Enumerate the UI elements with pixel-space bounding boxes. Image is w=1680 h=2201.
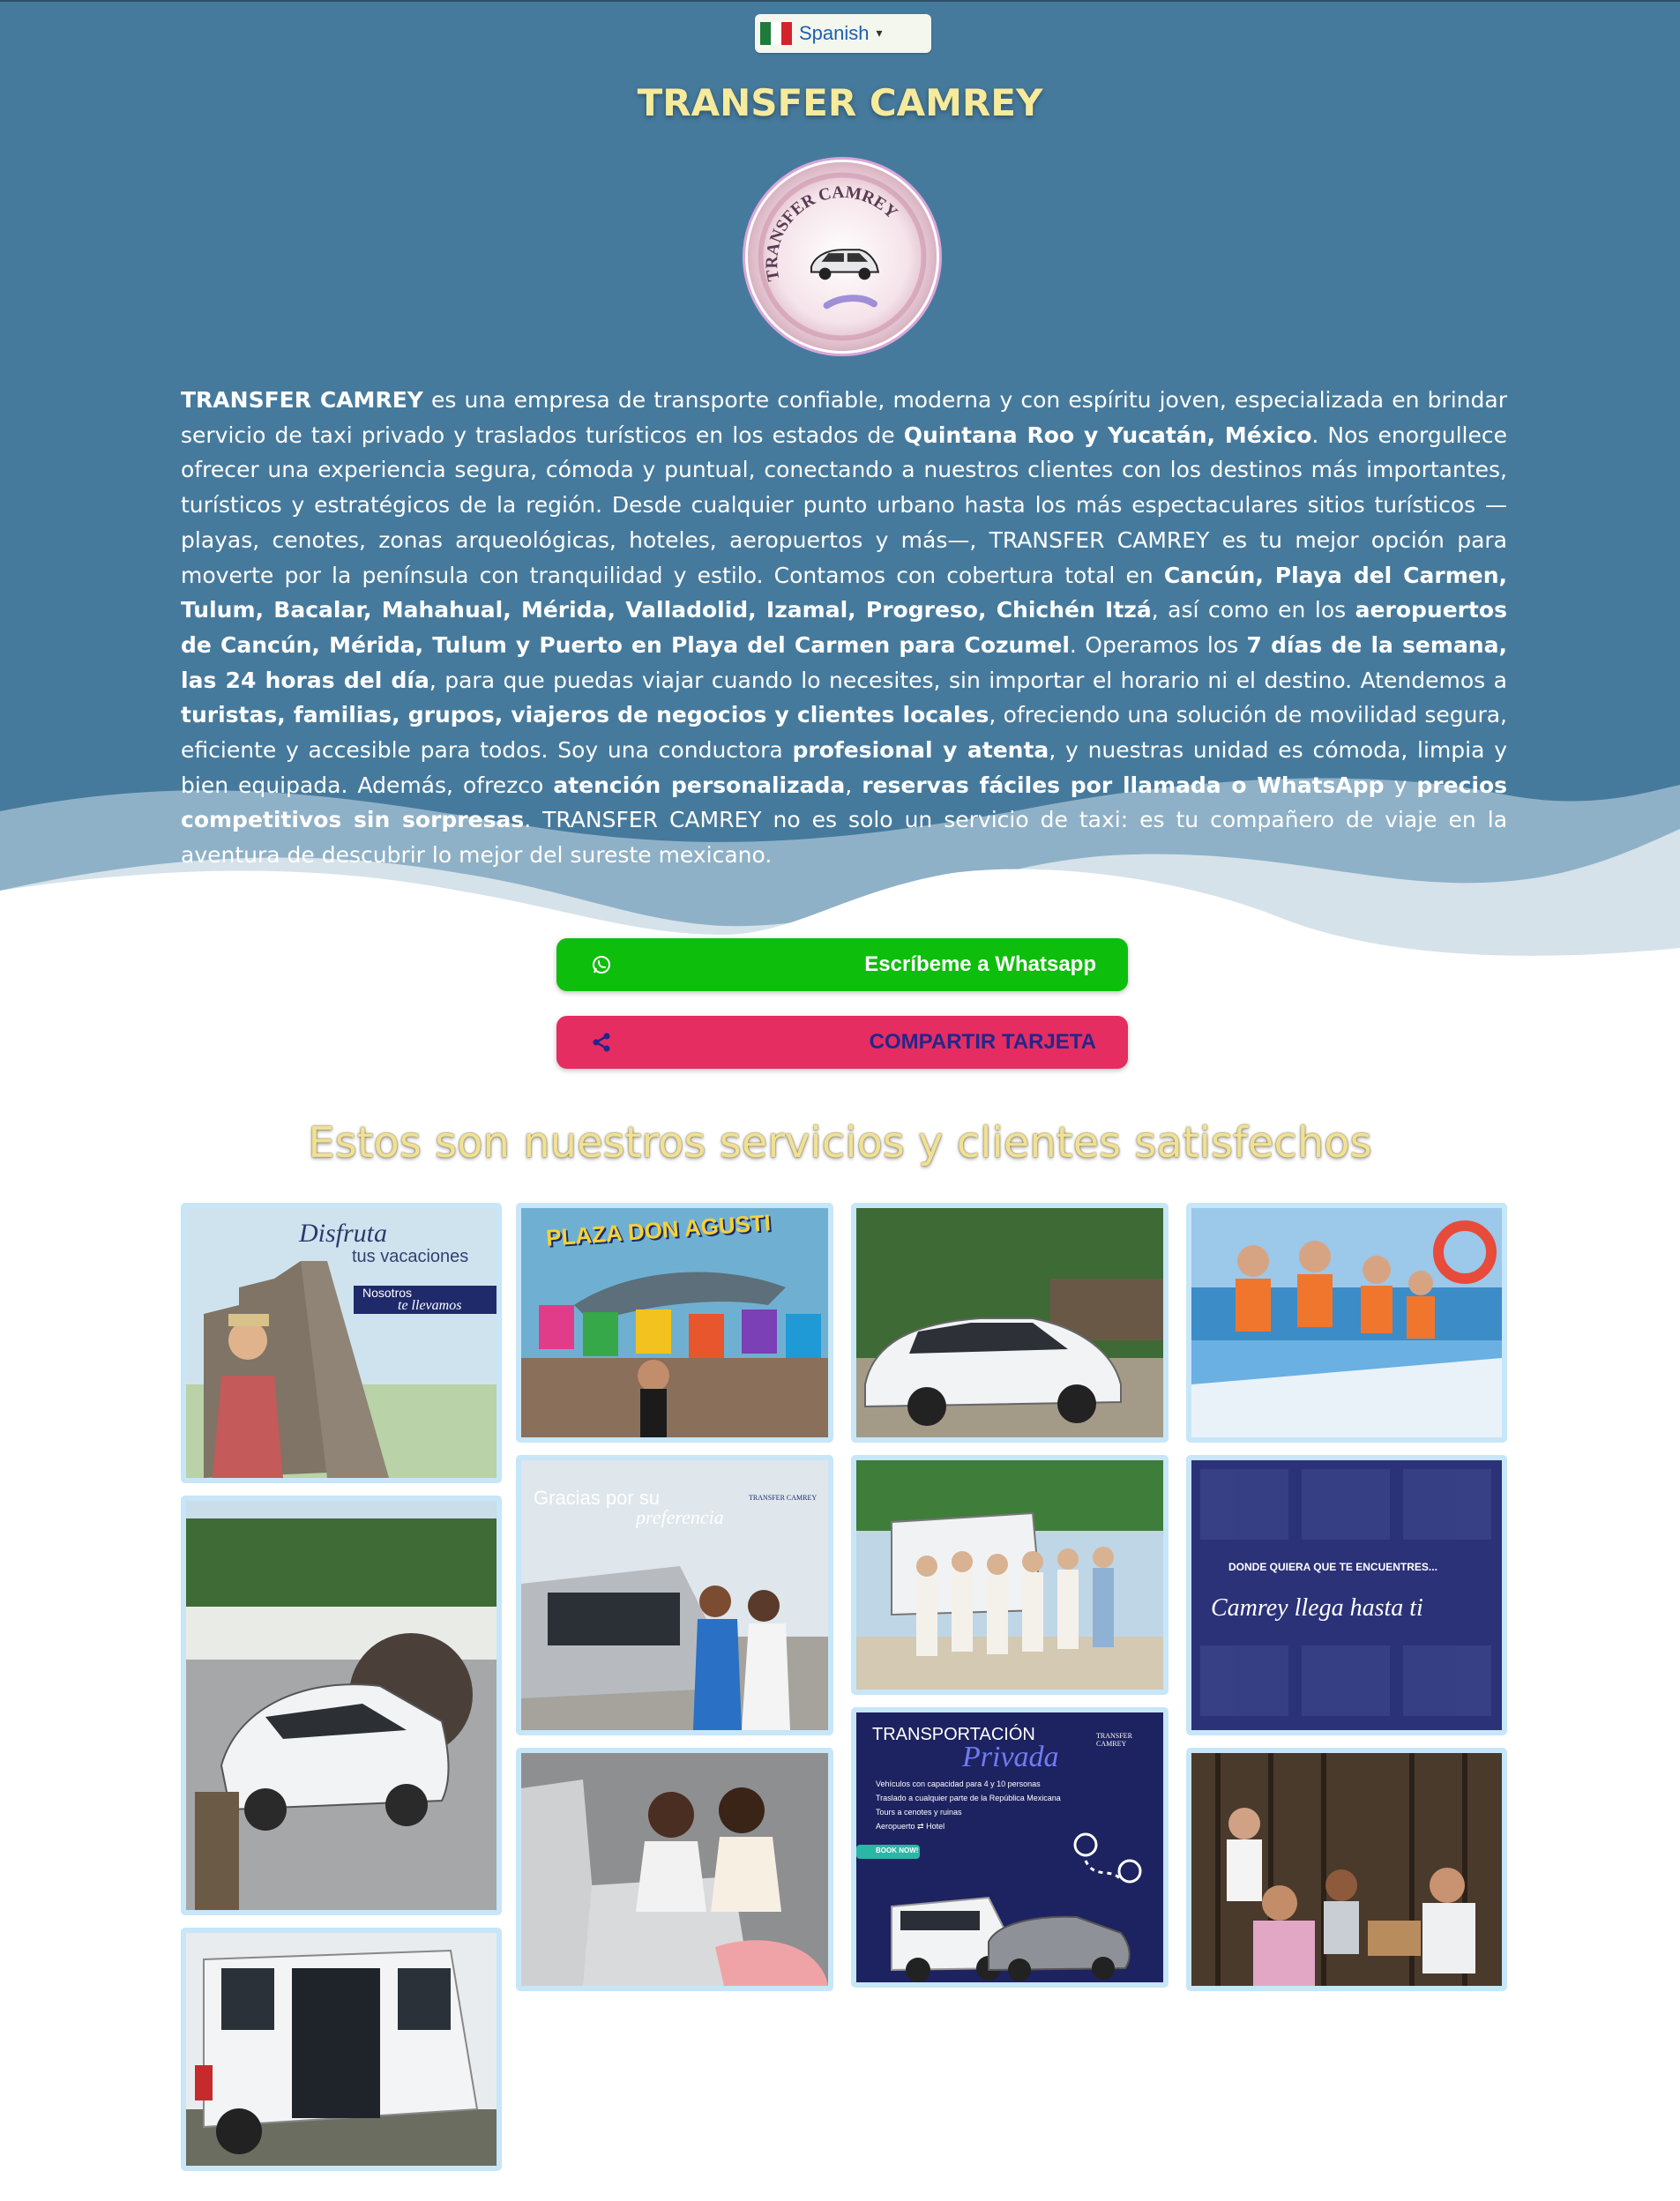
page-title: TRANSFER CAMREY xyxy=(637,81,1043,124)
description-text: . Operamos los xyxy=(1069,631,1247,658)
description-text: y xyxy=(1384,772,1417,798)
description-text: , así como en los xyxy=(1151,597,1355,623)
book-now-badge: BOOK NOW! xyxy=(876,1847,919,1854)
gallery-photo-boat-tour[interactable] xyxy=(1186,1203,1507,1443)
company-logo xyxy=(743,157,942,356)
description-highlight: 7 días de la semana, las 24 horas del día xyxy=(181,631,1507,693)
promo4-bullet-4: Aeropuerto ⇄ Hotel xyxy=(876,1822,945,1831)
promo-vacaciones-text: tus vacaciones xyxy=(352,1247,469,1266)
gallery-photo-white-sedan-parked[interactable] xyxy=(181,1496,502,1915)
preferencia-text: preferencia xyxy=(636,1506,724,1528)
description-highlight: Cancún, Playa del Carmen, Tulum, Bacalar, Mahahual, Mérida, Valladolid, Izamal, Progreso, Chichén Itzá xyxy=(181,562,1508,623)
promo4-bullet-1: Vehículos con capacidad para 4 y 10 personas xyxy=(876,1779,1041,1788)
gallery-photo-isla-mujeres-sign[interactable] xyxy=(516,1203,833,1443)
gallery-photo-group-by-van[interactable] xyxy=(851,1455,1169,1695)
description-text: , y nuestras unidad es cómoda, limpia y bien equipada. Además, ofrezco xyxy=(181,737,1507,798)
services-heading: Estos son nuestros servicios y clientes satisfechos xyxy=(308,1118,1372,1168)
gallery-photo-camrey-llega-promo[interactable] xyxy=(1186,1455,1507,1735)
promo-te-llevamos-text: te llevamos xyxy=(398,1298,462,1313)
privada-text: Privada xyxy=(962,1741,1059,1773)
whatsapp-button[interactable] xyxy=(556,938,1128,991)
share-card-button[interactable] xyxy=(556,1016,1128,1069)
description-text: , ofreciendo una solución de movilidad segura, eficiente y accesible para todos. Soy una conductora xyxy=(181,702,1507,764)
gallery-photo-clients-in-car[interactable] xyxy=(516,1748,833,1991)
description-highlight: aeropuertos de Cancún, Mérida, Tulum y Puerto en Playa del Carmen para Cozumel xyxy=(181,597,1507,658)
gracias-text: Gracias por su xyxy=(534,1487,661,1509)
description-highlight: atención personalizada xyxy=(553,772,846,798)
gallery-photo-local-tour[interactable] xyxy=(1186,1748,1507,1991)
logo-text: TRANSFER CAMREY xyxy=(763,183,901,283)
language-selector[interactable] xyxy=(755,14,931,53)
gallery-photo-chichen-itza-promo[interactable] xyxy=(181,1203,502,1483)
description-text: es una empresa de transporte confiable, moderna y con espíritu joven, especializada en brindar servicio de taxi privado y traslados turísticos en los estados de xyxy=(181,387,1507,448)
description-text: . TRANSFER CAMREY no es solo un servicio de taxi: es tu compañero de viaje en la aventura de descubrir lo mejor del sureste mexicano. xyxy=(181,807,1508,869)
promo4-bullet-3: Tours a cenotes y ruinas xyxy=(876,1808,962,1817)
share-button-label: COMPARTIR TARJETA xyxy=(869,1030,1096,1054)
promo-disfruta-text: Disfruta xyxy=(299,1219,388,1248)
promo4-brand-text: TRANSFER CAMREY xyxy=(1096,1732,1132,1748)
promo2-brand-text: TRANSFER CAMREY xyxy=(749,1494,818,1502)
camrey-llega-text: Camrey llega hasta ti xyxy=(1211,1594,1423,1622)
whatsapp-icon xyxy=(590,953,613,976)
description-highlight: profesional y atenta xyxy=(792,737,1049,764)
description-text: , para que puedas viajar cuando lo necesites, sin importar el horario ni el destino. Atendemos a xyxy=(429,667,1507,693)
company-description xyxy=(181,383,1507,873)
gallery-photo-client-trunk[interactable] xyxy=(516,1455,833,1735)
gallery-photo-white-sedan-road[interactable] xyxy=(851,1203,1169,1443)
description-highlight: TRANSFER CAMREY xyxy=(181,387,423,413)
transportacion-text: TRANSPORTACIÓN xyxy=(872,1725,1035,1744)
plaza-sign-text: PLAZA DON AGUSTI xyxy=(545,1209,772,1251)
gallery-photo-transportacion-privada-promo[interactable] xyxy=(851,1707,1169,1988)
promo4-bullet-2: Traslado a cualquier parte de la República Mexicana xyxy=(876,1794,1061,1802)
description-text: . Nos enorgullece ofrecer una experiencia segura, cómoda y puntual, conectando a nuestros clientes con los destinos más importantes, turísticos y estratégicos de la región. Desde cualquier punto urbano hasta los más espectaculares sitios turísticos —playas, cenotes, zonas arqueológicas, hoteles, aeropuertos y más—, TRANSFER CAMREY es tu mejor opción para moverte por la península con tranquilidad y estilo. Contamos con cobertura total en xyxy=(181,422,1507,588)
language-label: Spanish xyxy=(799,22,870,44)
description-highlight: reservas fáciles por llamada o WhatsApp xyxy=(862,772,1385,798)
description-highlight: precios competitivos sin sorpresas xyxy=(181,772,1507,833)
promo-nosotros-text: Nosotros xyxy=(362,1286,413,1300)
share-icon xyxy=(590,1031,613,1054)
donde-quiera-text: DONDE QUIERA QUE TE ENCUENTRES... xyxy=(1228,1561,1437,1573)
chevron-down-icon: ▾ xyxy=(876,26,883,41)
description-highlight: turistas, familias, grupos, viajeros de negocios y clientes locales xyxy=(181,702,989,728)
description-text: , xyxy=(845,772,862,798)
whatsapp-button-label: Escríbeme a Whatsapp xyxy=(864,952,1096,976)
description-highlight: Quintana Roo y Yucatán, México xyxy=(903,422,1312,448)
mexico-flag-icon xyxy=(760,22,792,45)
top-divider xyxy=(0,0,1680,2)
gallery-photo-white-van[interactable] xyxy=(181,1928,502,2171)
